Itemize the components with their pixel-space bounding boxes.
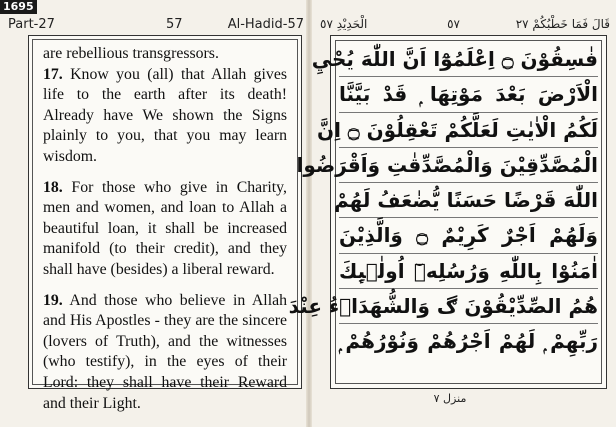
arabic-line: الْاَرْضَ بَعْدَ مَوْتِهَا ۭ قَدْ بَيَّنَّا	[339, 77, 598, 112]
verse-17	[43, 65, 287, 168]
verse-18	[43, 178, 287, 281]
right-page-header	[320, 14, 610, 32]
arabic-line: الْمُصَّدِّقِيْنَ وَالْمُصَّدِّقٰتِ وَاَقْرَضُوا	[339, 148, 598, 183]
arabic-line: فٰسِقُوْنَ ۝ اِعْلَمُوْٓا اَنَّ اللّٰهَ يُحْيِ	[339, 42, 598, 77]
verse-number: 17.	[43, 65, 63, 83]
english-text-frame	[28, 35, 302, 412]
manzil-footer: منزل ٧	[433, 392, 467, 405]
verse-number: 18.	[43, 178, 63, 196]
arabic-page-number: ٥٧	[447, 17, 460, 31]
english-translation	[43, 44, 287, 424]
arabic-verses	[288, 42, 598, 359]
opening-line: are rebellious transgressors.	[43, 45, 219, 62]
page-number: 57	[166, 17, 183, 32]
arabic-line: هُمُ الصِّدِّيْقُوْنَ ڰ وَالشُّهَدَاۗءُ عِنْدَ	[339, 289, 598, 324]
arabic-line: وَلَهُمْ اَجْرٌ كَرِيْمٌ ۝ وَالَّذِيْنَ	[339, 218, 598, 253]
arabic-line: لَكُمُ الْاٰيٰتِ لَعَلَّكُمْ تَعْقِلُوْنَ ۝ اِنَّ	[339, 113, 598, 148]
left-page-header	[8, 14, 304, 32]
verse-text: For those who give in Charity, men and women, and loan to Allah a beautiful loan, it shall be increased manifold (to their credit), and they shall have (besides) a liberal reward.	[43, 178, 287, 278]
arabic-line: رَبِّهِمْ ۭ لَهُمْ اَجْرُهُمْ وَنُوْرُهُمْ ۭ	[339, 329, 598, 354]
arabic-surah-label: الْحَدِيْدِ ٥٧	[320, 17, 368, 31]
verse-19	[43, 291, 287, 415]
surah-label: Al-Hadid-57	[227, 17, 304, 32]
arabic-line: اٰمَنُوْا بِاللّٰهِ وَرُسُلِهٖٓ اُولٰۗىِٕكَ	[339, 254, 598, 289]
arabic-text-frame	[288, 35, 607, 389]
verse-number: 19.	[43, 291, 63, 309]
verse-text: Know you (all) that Allah gives life to the earth after its death! Already have We shown the Signs plainly to you, that you may learn wisdom.	[43, 65, 287, 165]
arabic-line: اللّٰهَ قَرْضًا حَسَنًا يُّضٰعَفُ لَهُمْ	[339, 183, 598, 218]
part-label: Part-27	[8, 17, 55, 32]
scan-page-number: 1695	[0, 0, 37, 14]
arabic-part-label: قَالَ فَمَا خَطْبُكُمْ ٢٧	[515, 17, 610, 31]
verse-text: And those who believe in Allah and His Apostles - they are the sincere (lovers of Truth), and the witnesses (who testify), in the eyes of their Lord: they shall have their Reward and their Light.	[43, 291, 287, 412]
